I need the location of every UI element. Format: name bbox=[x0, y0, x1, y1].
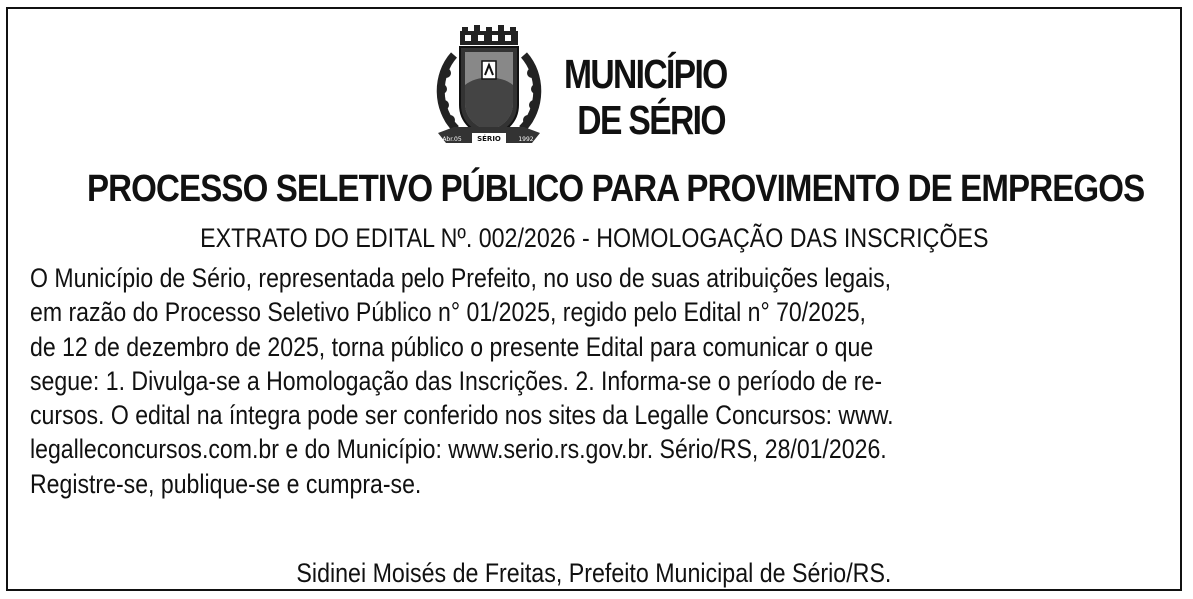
seal-banner-text: SÉRIO bbox=[477, 135, 501, 143]
seal-banner-right: 1992 bbox=[518, 136, 534, 143]
notice-frame bbox=[6, 7, 1182, 591]
signature bbox=[8, 556, 1180, 590]
notice-subtitle-text: EXTRATO DO EDITAL Nº. 002/2026 - HOMOLOGAÇÃO DAS INSCRIÇÕES bbox=[199, 223, 989, 253]
municipality-line1: MUNICÍPIO bbox=[564, 51, 727, 97]
body-line: legalleconcursos.com.br e do Município: www.serio.rs.gov.br. Sério/RS, 28/01/2026. bbox=[30, 434, 887, 465]
coat-of-arms bbox=[432, 25, 546, 151]
notice-title-text: PROCESSO SELETIVO PÚBLICO PARA PROVIMENTO DE EMPREGOS bbox=[86, 168, 1145, 210]
body-line: de 12 de dezembro de 2025, torna público o presente Edital para comunicar o que bbox=[30, 331, 874, 362]
body-line: segue: 1. Divulga-se a Homologação das Inscrições. 2. Informa-se o período de re- bbox=[30, 365, 883, 396]
notice-subtitle bbox=[8, 221, 1180, 255]
notice-body bbox=[30, 261, 1180, 501]
header bbox=[8, 21, 1180, 151]
body-line: O Município de Sério, representada pelo Prefeito, no uso de suas atribuições legais, bbox=[30, 263, 892, 293]
signature-text: Sidinei Moisés de Freitas, Prefeito Municipal de Sério/RS. bbox=[296, 558, 892, 588]
body-line: Registre-se, publique-se e cumpra-se. bbox=[30, 468, 422, 499]
seal-banner-left: Abr.05 bbox=[442, 136, 462, 143]
body-line: em razão do Processo Seletivo Público n° 01/2025, regido pelo Edital n° 70/2025, bbox=[30, 297, 866, 328]
municipality-name bbox=[564, 51, 727, 143]
municipality-line2: DE SÉRIO bbox=[577, 97, 725, 143]
notice-title bbox=[8, 167, 1180, 211]
body-line: cursos. O edital na íntegra pode ser conferido nos sites da Legalle Concursos: www. bbox=[30, 400, 894, 431]
